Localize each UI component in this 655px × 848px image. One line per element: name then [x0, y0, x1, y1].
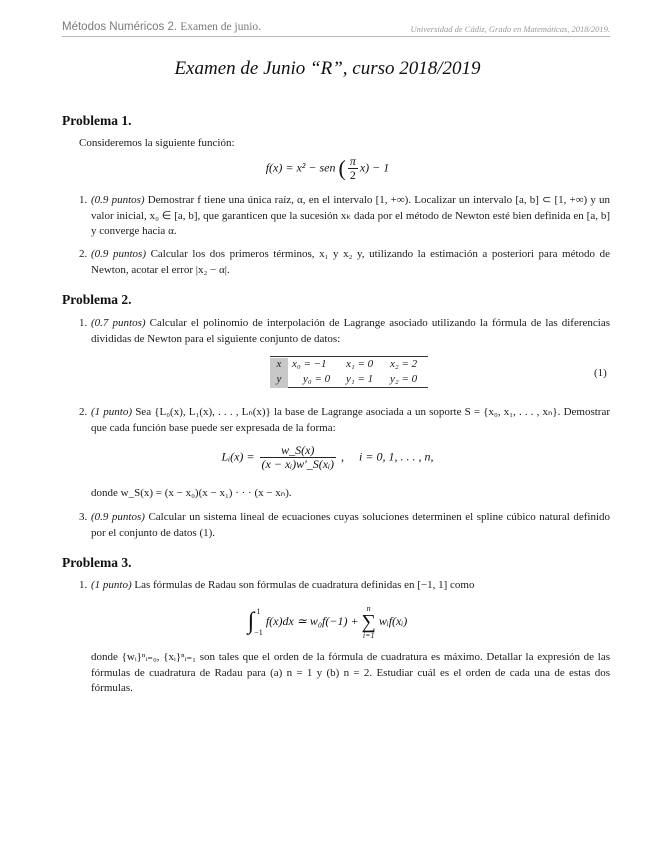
table-row: x x₀ = −1 x₁ = 0 x₂ = 2 — [270, 357, 428, 372]
header-institution: Universidad de Cádiz, Grado en Matemáticas, 2018/2019. — [410, 24, 610, 34]
lagrange-equation: Lᵢ(x) = $\frac{w\_S(x)}{\text{(x − xᵢ)w′\_S(xᵢ)}}$ , i = 0, 1, . . . , n, — [221, 443, 434, 471]
header-course: Métodos Numéricos 2. Examen de junio. — [62, 21, 262, 33]
problem-1-item-2: 2. (0.9 puntos) Calcular los dos primeros términos, x₁ y x₂ y, utilizando la estimación a posteriori para método de Newton, acotar el error |x₂ − α|. — [79, 248, 610, 276]
problem-2-heading: Problema 2. — [62, 292, 132, 307]
problem-1-equation: f(x) = x² − sen ( $\frac{\pi}{2}$ x) − 1 — [265, 154, 390, 182]
problem-3-item-1: 1. (1 punto) Las fórmulas de Radau son fórmulas de cuadratura definidas en [−1, 1] como — [79, 579, 475, 591]
problem-1-intro: Consideremos la siguiente función: — [79, 137, 235, 149]
problem-1-item-1: 1. (0.9 puntos) Demostrar f tiene una única raíz, α, en el intervalo [1, +∞). Localizar un intervalo [a, b] ⊂ [1, +∞) y un valor inicial, x₀ ∈ [a, b], que garanticen que la sucesión xₖ dada por el método de Newton esté bien definida en [a, b] y converge hacia α. — [79, 194, 611, 237]
table-row: y y₀ = 0 y₁ = 1 y₂ = 0 — [270, 372, 428, 387]
radau-equation: ∫ 1 −1 f(x)dx ≃ w₀f(−1) + n ∑ i=1 wᵢf(xᵢ) — [247, 604, 408, 640]
page-title: Examen de Junio “R”, curso 2018/2019 — [174, 58, 481, 79]
problem-1-heading: Problema 1. — [62, 113, 132, 128]
data-table — [270, 356, 428, 388]
pi-over-2-fraction: $\frac{\pi}{2}$ — [349, 154, 356, 182]
problem-3-heading: Problema 3. — [62, 555, 132, 570]
header-rule — [62, 36, 610, 37]
problem-2-item-2: 2. (1 punto) Sea {L₀(x), L₁(x), . . . , Lₙ(x)} la base de Lagrange asociada a un soporte S = {x₀, x₁, . . . , xₙ}. Demostrar que cada función base puede ser expresada de la forma: — [79, 406, 611, 434]
problem-3-closing: donde {wᵢ}ⁿᵢ₌₀, {xᵢ}ⁿᵢ₌₁ son tales que el orden de la fórmula de cuadratura es máximo. Detallar la expresión de las fórmulas de cuadratura de Radau para (a) n = 1 y (b) n = 2. Estudiar cuál es el orden de cada una de estas dos fórmulas. — [91, 651, 610, 694]
problem-2-item-1: 1. (0.7 puntos) Calcular el polinomio de interpolación de Lagrange asociado utilizando la fórmula de las diferencias divididas de Newton para el siguiente conjunto de datos: — [79, 317, 610, 345]
lagrange-fraction: $\frac{w\_S(x)}{\text{(x − xᵢ)w′\_S(xᵢ)}}$ — [261, 443, 335, 471]
problem-2-where: donde w_S(x) = (x − x₀)(x − x₁) · · · (x − xₙ). — [91, 487, 292, 499]
problem-2-item-3: 3. (0.9 puntos) Calcular un sistema lineal de ecuaciones cuyas soluciones determinen el spline cúbico natural definido por el conjunto de datos (1). — [79, 511, 611, 539]
equation-number: (1) — [594, 367, 607, 379]
page-header — [0, 0, 655, 36]
